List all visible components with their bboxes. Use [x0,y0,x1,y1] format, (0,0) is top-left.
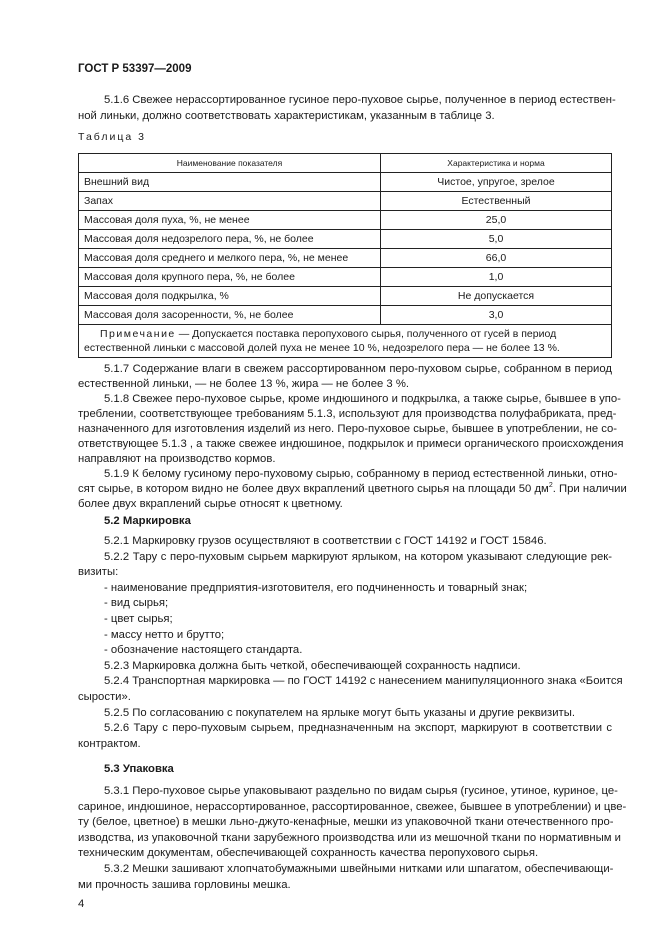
indicator-name: Массовая доля пуха, %, не менее [79,211,381,230]
indicator-name: Массовая доля недозрелого пера, %, не более [79,230,381,249]
text-line: треблении, соответствующее требованиям 5.1.3, используют для производства полуфабриката, пред- [78,408,617,420]
indicator-name: Внешний вид [79,173,381,192]
text-line: 5.2.4 Транспортная маркировка — по ГОСТ 14192 с нанесением манипуляционного знака «Боится [104,675,623,688]
table-row [79,192,612,211]
indicator-value: 5,0 [381,230,612,249]
table-caption: Таблица 3 [78,131,146,143]
table-note [79,325,612,358]
text-line: контрактом. [78,737,141,750]
text-line: направляют на производство кормов. [78,453,276,465]
table-header-row [79,154,612,173]
text-line: 5.1.9 К белому гусиному перо-пуховому сырью, собранному в период естественной линьки, отно- [104,468,618,480]
text-line: 5.2.1 Маркировку грузов осуществляют в соответствии с ГОСТ 14192 и ГОСТ 15846. [104,535,547,547]
table-row [79,211,612,230]
text-line: ной линьки, должно соответствовать характеристикам, указанным в таблице 3. [78,109,495,122]
text-line: 5.2.6 Тару с перо-пуховым сырьем, предназначенным на экспорт, маркируют в соответствии с [104,722,612,735]
text-line: техническим документам, обеспечивающей сохранность качества перопухового сырья. [78,847,539,860]
text-line: назначенного для изготовления изделий из него. Перо-пуховое сырье, бывшее в употреблении, не со- [78,423,618,435]
indicator-name: Массовая доля засоренности, %, не более [79,306,381,325]
indicator-value: 1,0 [381,268,612,287]
section-5-2-body [78,534,623,752]
section-heading-5-3: 5.3 Упаковка [104,763,174,775]
indicator-name: Запах [79,192,381,211]
indicator-value: 66,0 [381,249,612,268]
text-line: ответствующее 5.1.3 , а также свежее индюшиное, подкрылок и примеси органического происхождения [78,438,624,450]
text-line: 5.3.2 Мешки зашивают хлопчатобумажными швейными нитками или шпагатом, обеспечивающи- [104,862,614,875]
list-item: - наименование предприятия-изготовителя, его подчиненность и товарный знак; [104,581,528,594]
text-line: визиты: [78,566,119,579]
text-line: ми прочность зашива горловины мешка. [78,878,291,891]
table-row [79,249,612,268]
document-header: ГОСТ Р 53397—2009 [78,63,192,75]
indicator-value: Естественный [381,192,612,211]
indicator-value: 3,0 [381,306,612,325]
list-item: - обозначение настоящего стандарта. [104,644,303,657]
table-note-row [79,325,612,358]
paragraphs-5-1-7-to-5-1-9 [78,362,627,512]
text-line: 5.2.2 Тару с перо-пуховым сырьем маркируют ярлыком, на котором указывают следующие рек- [104,550,612,563]
section-5-3-body [78,784,627,893]
section-heading-5-2: 5.2 Маркировка [104,515,191,527]
text-line: ту (белое, цветное) в мешки льно-джуто-кенафные, мешки из упаковочной ткани отечественного про- [78,816,614,829]
text-line: 5.1.6 Свежее нерассортированное гусиное перо-пуховое сырье, полученное в период естествен- [104,94,616,106]
indicator-value: Чистое, упругое, зрелое [381,173,612,192]
indicator-value: 25,0 [381,211,612,230]
text-line: сариное, индюшиное, нерассортированное, рассортированное, свежее, бывшее в употреблении) и цве- [78,800,627,813]
text-line: более двух вкраплений сырье относят к цветному. [78,498,343,510]
text-line: 5.3.1 Перо-пуховое сырье упаковывают раздельно по видам сырья (гусиное, утиное, куриное, це- [104,785,618,797]
indicator-value: Не допускается [381,287,612,306]
text-line: 5.2.5 По согласованию с покупателем на ярлыке могут быть указаны и другие реквизиты. [104,706,575,719]
text-line: 5.1.8 Свежее перо-пуховое сырье, кроме индюшиного и подкрылка, а также сырье, бывшее в упо- [104,393,621,405]
table-row [79,306,612,325]
list-item: - цвет сырья; [104,612,173,625]
column-header: Характеристика и норма [381,154,612,173]
text-line: 5.2.3 Маркировка должна быть четкой, обеспечивающей сохранность надписи. [104,659,521,672]
page-number: 4 [78,898,85,910]
text-line: естественной линьки, — не более 13 %, жира — не более 3 %. [78,378,410,390]
table-row [79,268,612,287]
text-fragment: сят сырье, в котором видно не более двух вкраплений цветного сырья на площади 50 дм [78,483,549,495]
table-row [79,230,612,249]
column-header: Наименование показателя [79,154,381,173]
list-item: - массу нетто и брутто; [104,628,225,641]
indicator-name: Массовая доля крупного пера, %, не более [79,268,381,287]
list-item: - вид сырья; [104,597,169,610]
indicator-name: Массовая доля среднего и мелкого пера, %, не менее [79,249,381,268]
indicator-name: Массовая доля подкрылка, % [79,287,381,306]
text-line [78,482,627,497]
paragraph-5-1-6 [78,93,616,124]
text-fragment: . При наличии [552,483,627,495]
note-text: — Допускается поставка перопухового сырья, полученного от гусей в период естественной линьки с массовой долей пуха не менее 10 %, недозрелого пера — не более 13 %. [84,328,560,354]
table-3 [78,153,612,358]
table-row [79,287,612,306]
text-line: 5.1.7 Содержание влаги в свежем рассортированном перо-пуховом сырье, собранном в период [104,363,612,375]
text-line: изводства, из упаковочной ткани зарубежного производства или из мешочной ткани по нормативным и [78,831,621,844]
note-label: Примечание [100,328,176,340]
table-row [79,173,612,192]
text-line: сырости». [78,690,131,703]
superscript: 2 [548,482,553,490]
